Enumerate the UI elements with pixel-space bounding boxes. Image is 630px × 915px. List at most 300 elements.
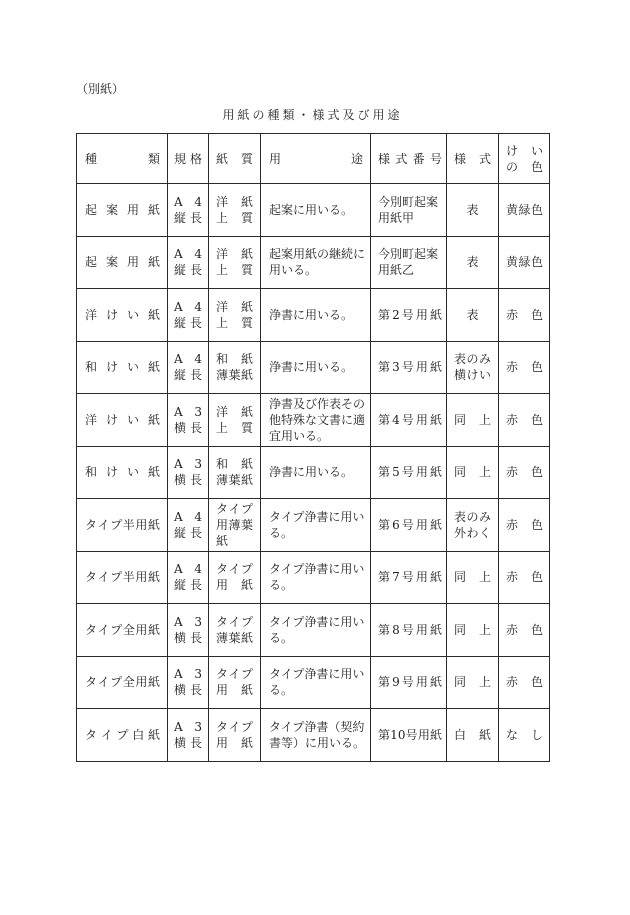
use-text xyxy=(269,151,363,167)
form-no-text xyxy=(378,569,442,585)
cell-paper xyxy=(209,236,261,289)
glyph: 長 xyxy=(189,578,202,593)
glyph: 紙 xyxy=(429,517,442,532)
glyph: プ xyxy=(110,570,123,585)
size-line xyxy=(174,367,202,383)
rule-color-text xyxy=(506,359,543,375)
form-line xyxy=(454,412,491,428)
glyph: 洋 xyxy=(216,247,229,262)
glyph: 全 xyxy=(122,675,135,690)
glyph: 4 xyxy=(392,412,400,427)
rule-color-text xyxy=(506,569,543,585)
glyph: 赤 xyxy=(506,622,519,637)
glyph: 和 xyxy=(216,352,229,367)
glyph: A xyxy=(174,352,183,367)
glyph: タ xyxy=(85,675,98,690)
glyph: 紙 xyxy=(429,412,442,427)
glyph: 3 xyxy=(194,614,202,629)
use-text: タイプ浄書に用いる。 xyxy=(269,667,365,698)
glyph: 上 xyxy=(216,420,229,435)
glyph: 薄 xyxy=(216,368,229,383)
glyph: の xyxy=(466,352,479,367)
glyph: 紙 xyxy=(147,202,160,217)
cell-form xyxy=(447,499,499,552)
glyph: 表 xyxy=(466,202,479,217)
glyph: 4 xyxy=(194,247,202,262)
glyph: 赤 xyxy=(506,675,519,690)
glyph: 表 xyxy=(454,509,467,524)
glyph: 紙 xyxy=(147,675,160,690)
glyph: 規 xyxy=(174,151,187,166)
form-no-text xyxy=(378,674,442,690)
glyph: 長 xyxy=(189,735,202,750)
glyph: 紙 xyxy=(147,622,160,637)
glyph: A xyxy=(174,614,183,629)
glyph: い xyxy=(126,412,139,427)
glyph: タ xyxy=(85,570,98,585)
header-rule-color xyxy=(499,134,550,184)
size-line xyxy=(174,210,202,226)
glyph: 紙 xyxy=(147,517,160,532)
form-no-text xyxy=(378,622,442,638)
cell-paper xyxy=(209,446,261,499)
glyph: 表 xyxy=(466,255,479,270)
cell-use xyxy=(261,656,371,709)
kind-text xyxy=(85,202,160,218)
glyph: 紙 xyxy=(240,735,253,750)
form-line xyxy=(454,202,491,218)
form-no-text xyxy=(378,464,442,480)
glyph: 緑 xyxy=(518,202,531,217)
glyph: 長 xyxy=(189,473,202,488)
glyph: 案 xyxy=(105,255,118,270)
glyph: 色 xyxy=(530,255,543,270)
glyph: イ xyxy=(228,501,241,516)
glyph: A xyxy=(174,194,183,209)
glyph: プ xyxy=(240,719,253,734)
glyph: 第 xyxy=(378,622,391,637)
use-text: 浄書及び作表その他特殊な文書に適宜用いる。 xyxy=(269,396,366,443)
cell-form xyxy=(447,394,499,447)
cell-form xyxy=(447,551,499,604)
rule-color-line xyxy=(506,159,543,175)
glyph: イ xyxy=(100,727,113,742)
cell-use xyxy=(261,446,371,499)
cell-kind xyxy=(77,709,168,762)
glyph: の xyxy=(466,509,479,524)
paper-line xyxy=(216,517,253,533)
table-row xyxy=(77,551,550,604)
cell-paper xyxy=(209,394,261,447)
cell-size xyxy=(168,236,209,289)
rule-color-line xyxy=(506,143,543,159)
use-text: タイプ浄書に用いる。 xyxy=(269,614,365,645)
cell-rule-color xyxy=(499,709,550,762)
glyph: 用 xyxy=(415,465,428,480)
rule-color-text xyxy=(506,727,543,743)
cell-rule-color xyxy=(499,394,550,447)
cell-size xyxy=(168,341,209,394)
glyph: A xyxy=(174,719,183,734)
glyph: イ xyxy=(228,614,241,629)
paper-line xyxy=(216,367,253,383)
glyph: 洋 xyxy=(216,194,229,209)
glyph: 色 xyxy=(530,622,543,637)
glyph: 上 xyxy=(216,315,229,330)
glyph: 表 xyxy=(454,352,467,367)
size-line xyxy=(174,577,202,593)
form-line xyxy=(454,351,491,367)
cell-size xyxy=(168,446,209,499)
glyph: 用 xyxy=(135,675,148,690)
kind-text xyxy=(85,569,160,585)
glyph: 様 xyxy=(454,151,467,166)
cell-form xyxy=(447,604,499,657)
paper-line xyxy=(216,210,253,226)
cell-rule-color xyxy=(499,289,550,342)
glyph: 紙 xyxy=(240,630,253,645)
glyph: 用 xyxy=(135,622,148,637)
attachment-label: （別紙） xyxy=(76,82,125,96)
form-line xyxy=(454,525,491,541)
use-text: 浄書に用いる。 xyxy=(269,307,354,322)
glyph: 上 xyxy=(216,210,229,225)
glyph: 全 xyxy=(122,622,135,637)
paper-line xyxy=(216,262,253,278)
glyph: 長 xyxy=(189,525,202,540)
form-line xyxy=(454,622,491,638)
glyph: プ xyxy=(116,727,129,742)
glyph: 紙 xyxy=(216,151,229,166)
glyph: み xyxy=(478,352,491,367)
glyph: い xyxy=(126,307,139,322)
glyph: 縦 xyxy=(174,525,187,540)
glyph: タ xyxy=(216,667,229,682)
kind-text xyxy=(85,464,160,480)
glyph: 途 xyxy=(350,151,363,166)
glyph: 7 xyxy=(392,570,400,585)
glyph: 紙 xyxy=(240,299,253,314)
glyph: 色 xyxy=(530,465,543,480)
glyph: 用 xyxy=(135,570,148,585)
glyph: 紙 xyxy=(429,360,442,375)
glyph: 赤 xyxy=(506,570,519,585)
size-line xyxy=(174,666,202,682)
glyph: 上 xyxy=(478,675,491,690)
glyph: 号 xyxy=(401,622,414,637)
glyph: 紙 xyxy=(478,727,491,742)
kind-text xyxy=(85,412,160,428)
glyph: 赤 xyxy=(506,412,519,427)
header-paper xyxy=(209,134,261,184)
glyph: 紙 xyxy=(429,570,442,585)
size-line xyxy=(174,525,202,541)
size-line xyxy=(174,420,202,436)
glyph: 紙 xyxy=(240,683,253,698)
glyph: 長 xyxy=(189,210,202,225)
glyph: プ xyxy=(110,517,123,532)
glyph: 縦 xyxy=(174,368,187,383)
glyph: 案 xyxy=(105,202,118,217)
use-text: 起案用紙の継続に用いる。 xyxy=(269,247,366,278)
form-line xyxy=(454,464,491,480)
cell-rule-color xyxy=(499,341,550,394)
glyph: 長 xyxy=(189,315,202,330)
glyph: 紙 xyxy=(216,533,229,548)
glyph: 紙 xyxy=(240,194,253,209)
glyph: 質 xyxy=(240,420,253,435)
cell-kind xyxy=(77,656,168,709)
glyph: 表 xyxy=(466,307,479,322)
glyph: し xyxy=(530,727,543,742)
cell-kind xyxy=(77,289,168,342)
glyph: 紙 xyxy=(240,578,253,593)
glyph: 上 xyxy=(478,465,491,480)
paper-line xyxy=(216,351,253,367)
glyph: 号 xyxy=(401,307,414,322)
glyph: 半 xyxy=(122,570,135,585)
glyph: 白 xyxy=(132,727,145,742)
glyph: プ xyxy=(240,614,253,629)
glyph: 色 xyxy=(530,517,543,532)
glyph: 紙 xyxy=(240,404,253,419)
cell-form-no xyxy=(371,656,447,709)
glyph: 和 xyxy=(85,360,98,375)
paper-line xyxy=(216,299,253,315)
cell-form xyxy=(447,289,499,342)
glyph: 号 xyxy=(405,727,418,742)
glyph: 用 xyxy=(415,622,428,637)
glyph: 紙 xyxy=(147,412,160,427)
form-line xyxy=(454,674,491,690)
size-line xyxy=(174,735,202,751)
cell-form xyxy=(447,341,499,394)
header-form-no xyxy=(371,134,447,184)
size-line xyxy=(174,299,202,315)
glyph: 白 xyxy=(454,727,467,742)
glyph: い xyxy=(126,360,139,375)
glyph: 用 xyxy=(216,578,229,593)
cell-form-no xyxy=(371,499,447,552)
glyph: 紙 xyxy=(429,622,442,637)
cell-kind xyxy=(77,551,168,604)
glyph: 0 xyxy=(397,727,406,742)
glyph: 緑 xyxy=(518,255,531,270)
glyph: 式 xyxy=(478,151,491,166)
glyph: 長 xyxy=(189,683,202,698)
glyph: 上 xyxy=(478,622,491,637)
cell-form-no xyxy=(371,446,447,499)
cell-size xyxy=(168,709,209,762)
glyph: 同 xyxy=(454,570,467,585)
glyph: 起 xyxy=(85,202,98,217)
glyph: 色 xyxy=(530,307,543,322)
glyph: け xyxy=(105,412,118,427)
glyph: 5 xyxy=(392,465,400,480)
glyph: 紙 xyxy=(147,360,160,375)
glyph: 赤 xyxy=(506,307,519,322)
glyph: け xyxy=(506,143,519,158)
form-no-text xyxy=(378,151,442,167)
rule-color-text xyxy=(506,202,543,218)
kind-text xyxy=(85,727,160,743)
glyph: タ xyxy=(216,719,229,734)
size-line xyxy=(174,315,202,331)
cell-paper xyxy=(209,499,261,552)
glyph: く xyxy=(478,525,491,540)
glyph: 薄 xyxy=(216,473,229,488)
glyph: プ xyxy=(240,667,253,682)
paper-line xyxy=(216,456,253,472)
glyph: 式 xyxy=(395,151,408,166)
glyph: 紙 xyxy=(429,675,442,690)
header-size xyxy=(168,134,209,184)
glyph: 紙 xyxy=(147,255,160,270)
glyph: 同 xyxy=(454,622,467,637)
size-line xyxy=(174,472,202,488)
glyph: 用 xyxy=(216,735,229,750)
glyph: A xyxy=(174,299,183,314)
glyph: 長 xyxy=(189,420,202,435)
glyph: 第 xyxy=(378,517,391,532)
table-row xyxy=(77,341,550,394)
cell-form xyxy=(447,236,499,289)
glyph: 紙 xyxy=(147,307,160,322)
cell-paper xyxy=(209,709,261,762)
table-row xyxy=(77,394,550,447)
cell-use xyxy=(261,289,371,342)
paper-types-table xyxy=(76,133,550,762)
paper-line xyxy=(216,666,253,682)
cell-use xyxy=(261,341,371,394)
cell-form-no xyxy=(371,394,447,447)
glyph: 洋 xyxy=(216,404,229,419)
paper-line xyxy=(216,472,253,488)
table-row xyxy=(77,184,550,237)
cell-kind xyxy=(77,184,168,237)
form-no-text: 今別町起案用紙乙 xyxy=(378,247,439,278)
glyph: A xyxy=(174,457,183,472)
table-header xyxy=(77,134,550,184)
glyph: 横 xyxy=(174,473,187,488)
kind-text xyxy=(85,151,160,167)
cell-size xyxy=(168,499,209,552)
glyph: 葉 xyxy=(228,630,241,645)
cell-paper xyxy=(209,184,261,237)
cell-form xyxy=(447,446,499,499)
glyph: タ xyxy=(85,727,98,742)
glyph: 4 xyxy=(194,562,202,577)
glyph: 縦 xyxy=(174,315,187,330)
glyph: 号 xyxy=(401,360,414,375)
cell-size xyxy=(168,394,209,447)
rule-color-text xyxy=(506,254,543,270)
cell-size xyxy=(168,551,209,604)
cell-form-no xyxy=(371,184,447,237)
cell-use xyxy=(261,184,371,237)
glyph: け xyxy=(105,465,118,480)
size-line xyxy=(174,614,202,630)
glyph: 紙 xyxy=(429,465,442,480)
glyph: 紙 xyxy=(240,457,253,472)
cell-kind xyxy=(77,499,168,552)
glyph: 格 xyxy=(189,151,202,166)
glyph: 上 xyxy=(216,263,229,278)
use-text: タイプ浄書（契約書等）に用いる。 xyxy=(269,719,366,750)
glyph: 用 xyxy=(417,727,430,742)
form-no-text xyxy=(378,359,442,375)
form-line xyxy=(454,569,491,585)
form-line xyxy=(454,727,491,743)
cell-rule-color xyxy=(499,446,550,499)
glyph: プ xyxy=(240,501,253,516)
glyph: 第 xyxy=(378,307,391,322)
glyph: い xyxy=(478,368,491,383)
glyph: 用 xyxy=(216,683,229,698)
size-text xyxy=(174,151,202,167)
paper-line xyxy=(216,420,253,436)
glyph: イ xyxy=(97,675,110,690)
glyph: 紙 xyxy=(240,352,253,367)
size-line xyxy=(174,351,202,367)
glyph: い xyxy=(530,143,543,158)
glyph: 用 xyxy=(415,360,428,375)
table-row xyxy=(77,604,550,657)
glyph: 縦 xyxy=(174,578,187,593)
glyph: 横 xyxy=(174,630,187,645)
glyph: 色 xyxy=(530,159,543,174)
cell-rule-color xyxy=(499,236,550,289)
glyph: 起 xyxy=(85,255,98,270)
glyph: 号 xyxy=(401,517,414,532)
size-line xyxy=(174,262,202,278)
form-text xyxy=(454,151,491,167)
size-line xyxy=(174,194,202,210)
glyph: 赤 xyxy=(506,465,519,480)
glyph: 第 xyxy=(378,360,391,375)
glyph: 第 xyxy=(378,412,391,427)
glyph: 第 xyxy=(378,675,391,690)
form-line xyxy=(454,367,491,383)
glyph: 様 xyxy=(378,151,391,166)
glyph: 4 xyxy=(194,352,202,367)
glyph: イ xyxy=(97,622,110,637)
table-row xyxy=(77,499,550,552)
cell-kind xyxy=(77,394,168,447)
glyph: 紙 xyxy=(429,727,442,742)
glyph: タ xyxy=(85,622,98,637)
paper-line xyxy=(216,561,253,577)
paper-text xyxy=(216,151,253,167)
paper-line xyxy=(216,501,253,517)
form-no-text xyxy=(378,412,442,428)
glyph: A xyxy=(174,247,183,262)
glyph: 用 xyxy=(415,412,428,427)
kind-text xyxy=(85,622,160,638)
glyph: 洋 xyxy=(85,412,98,427)
cell-form-no xyxy=(371,236,447,289)
cell-rule-color xyxy=(499,604,550,657)
paper-line xyxy=(216,614,253,630)
glyph: な xyxy=(506,727,519,742)
glyph: 上 xyxy=(478,412,491,427)
glyph: 用 xyxy=(415,675,428,690)
glyph: 第 xyxy=(378,727,391,742)
paper-line xyxy=(216,404,253,420)
glyph: 9 xyxy=(392,675,400,690)
glyph: 号 xyxy=(429,151,442,166)
glyph: 紙 xyxy=(147,465,160,480)
